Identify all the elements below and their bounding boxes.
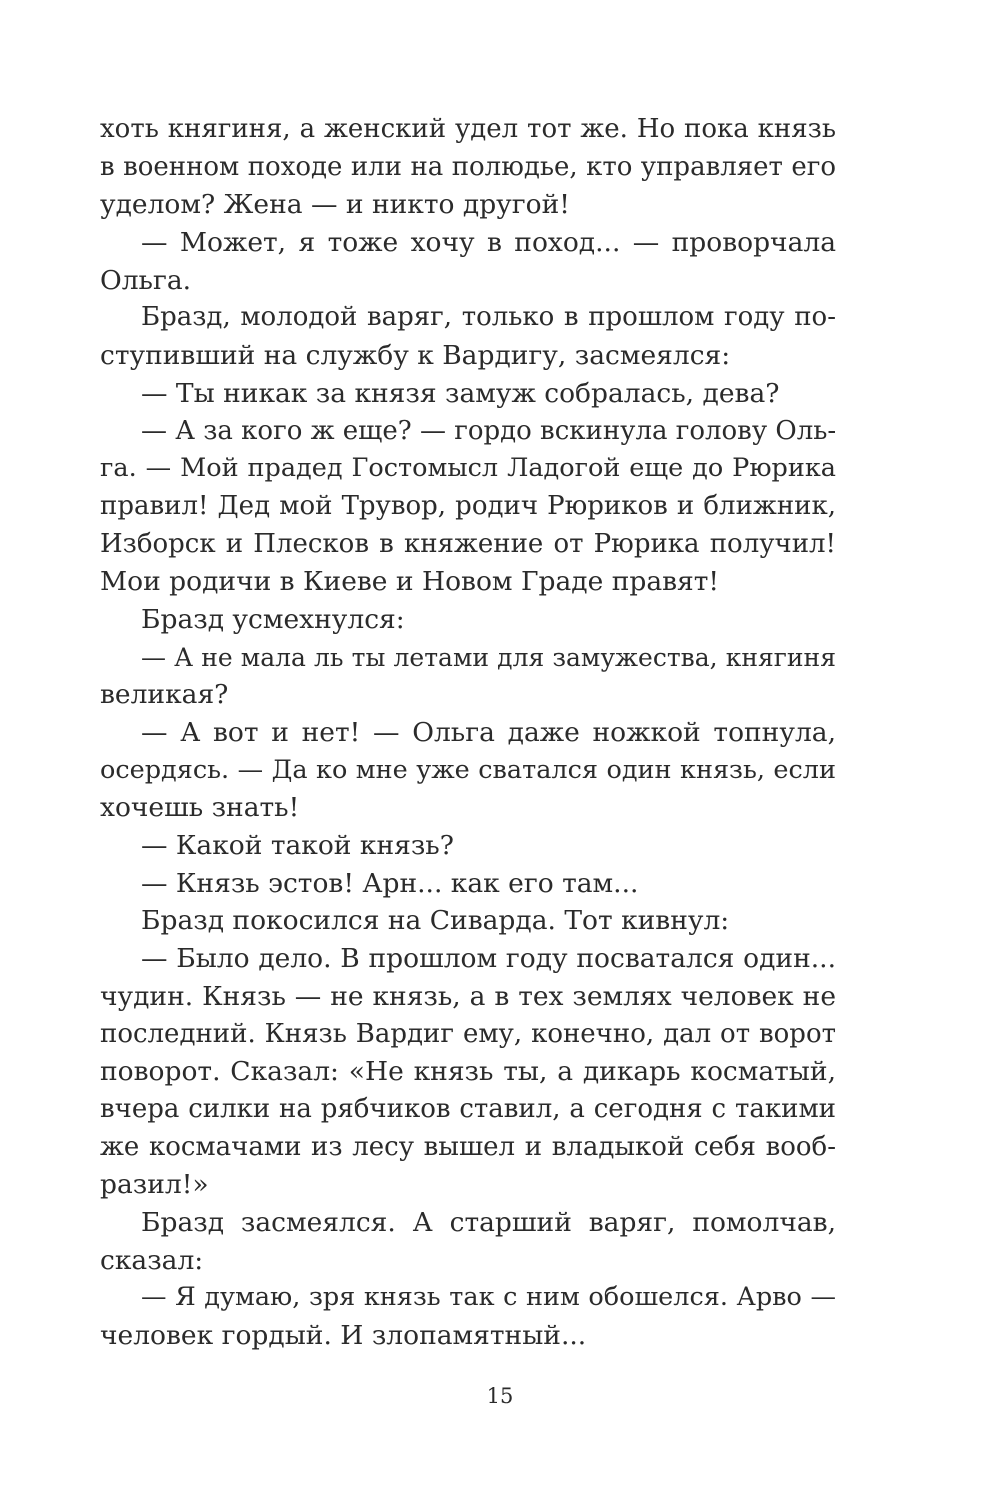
- text-line: — Я думаю, зря князь так с ним обошелся. Арво —: [141, 1282, 836, 1313]
- text-line: Бразд, молодой варяг, только в прошлом году по-: [141, 302, 836, 333]
- text-line: чудин. Князь — не князь, а в тех землях человек не: [100, 980, 836, 1012]
- text-line: Бразд засмеялся. А старший варяг, помолчав,: [141, 1206, 836, 1238]
- text-line: вчера силки на рябчиков ставил, а сегодня с такими: [100, 1093, 836, 1124]
- text-line: — А не мала ль ты летами для замужества, княгиня: [141, 642, 836, 672]
- text-line: — Может, я тоже хочу в поход... — проворчала: [141, 227, 836, 259]
- page-number: 15: [486, 1384, 514, 1408]
- text-line: же космачами из лесу вышел и владыкой себя вооб-: [100, 1131, 836, 1162]
- text-line: осердясь. — Да ко мне уже сватался один князь, если: [100, 754, 836, 785]
- text-line: в военном походе или на полюдье, кто управляет его: [100, 151, 836, 182]
- text-line: сказал:: [100, 1244, 204, 1276]
- text-line: правил! Дед мой Трувор, родич Рюриков и ближник,: [100, 490, 836, 521]
- page-body-text: [100, 111, 836, 1355]
- text-line: разил!»: [100, 1169, 209, 1201]
- text-line: хочешь знать!: [100, 792, 300, 824]
- text-line: — Ты никак за князя замуж собралась, дева?: [141, 377, 780, 409]
- text-line: уделом? Жена — и никто другой!: [100, 189, 570, 221]
- text-line: Изборск и Плесков в княжение от Рюрика получил!: [100, 528, 836, 559]
- text-line: — А за кого ж еще? — гордо вскинула голову Оль-: [141, 415, 837, 446]
- text-line: — Какой такой князь?: [141, 830, 454, 862]
- text-line: ступивший на службу к Вардигу, засмеялся:: [100, 340, 731, 372]
- text-line: — А вот и нет! — Ольга даже ножкой топнула,: [141, 717, 836, 748]
- text-line: человек гордый. И злопамятный...: [100, 1320, 587, 1351]
- text-line: Бразд покосился на Сиварда. Тот кивнул:: [141, 905, 730, 937]
- text-line: — Князь эстов! Арн... как его там...: [141, 867, 639, 899]
- text-line: поворот. Сказал: «Не князь ты, а дикарь косматый,: [100, 1056, 836, 1088]
- text-line: га. — Мой прадед Гостомысл Ладогой еще до Рюрика: [100, 453, 836, 484]
- text-line: Мои родичи в Киеве и Новом Граде правят!: [100, 566, 720, 598]
- text-line: Ольга.: [100, 264, 192, 296]
- text-line: хоть княгиня, а женский удел тот же. Но пока князь: [100, 114, 836, 144]
- text-line: — Было дело. В прошлом году посватался один...: [141, 943, 836, 975]
- text-line: последний. Князь Вардиг ему, конечно, дал от ворот: [100, 1018, 836, 1049]
- text-line: великая?: [100, 679, 229, 711]
- text-line: Бразд усмехнулся:: [141, 603, 405, 635]
